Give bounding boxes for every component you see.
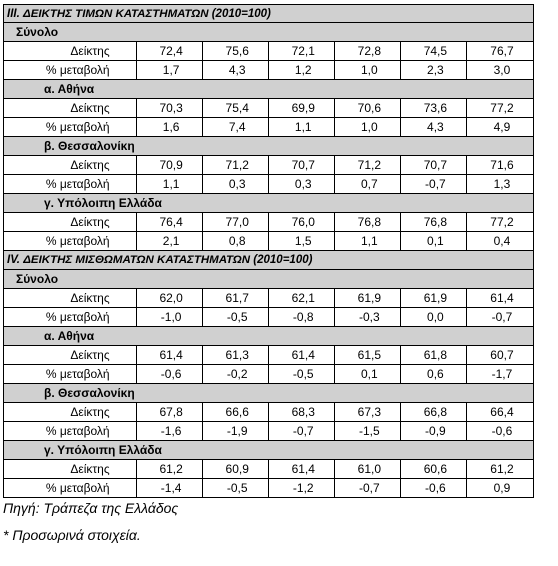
group-header [3, 441, 534, 460]
value-cell: 0,1 [401, 232, 467, 250]
value-cell: 73,6 [401, 99, 467, 117]
group-name: γ. Υπόλοιπη Ελλάδα [44, 443, 162, 457]
table-row [3, 156, 534, 175]
value-cell: -0,8 [269, 308, 335, 326]
value-cell: 75,4 [203, 99, 269, 117]
value-cell: 69,9 [269, 99, 335, 117]
value-cell: 75,6 [203, 42, 269, 60]
group-header [3, 137, 534, 156]
value-cell: 72,8 [335, 42, 401, 60]
value-cell: 1,1 [269, 118, 335, 136]
value-cell: 61,3 [203, 346, 269, 364]
value-cell: -1,7 [491, 367, 513, 381]
group-header [3, 327, 534, 346]
value-cell: 66,4 [490, 405, 514, 419]
group-name: γ. Υπόλοιπη Ελλάδα [44, 196, 162, 210]
group-header [3, 23, 534, 42]
table-row [3, 118, 534, 137]
value-cell: -0,2 [203, 365, 269, 383]
value-cell: 61,7 [203, 289, 269, 307]
value-cell: 72,1 [269, 42, 335, 60]
value-cell: 70,6 [335, 99, 401, 117]
group-header [3, 270, 534, 289]
value-cell: 61,8 [401, 346, 467, 364]
group-name: β. Θεσσαλονίκη [44, 386, 135, 400]
table-row [3, 61, 534, 80]
value-cell: 61,4 [490, 291, 514, 305]
value-cell: 61,2 [490, 462, 514, 476]
value-cell: 76,7 [490, 44, 514, 58]
table-row [3, 289, 534, 308]
value-cell: 70,3 [137, 99, 203, 117]
value-cell: 61,9 [401, 289, 467, 307]
value-cell: 76,8 [401, 213, 467, 231]
table-row [3, 479, 534, 498]
table-row [3, 365, 534, 384]
value-cell: 77,2 [490, 101, 514, 115]
row-label: Δείκτης [4, 156, 137, 174]
value-cell: 77,2 [490, 215, 514, 229]
provisional-note: * Προσωρινά στοιχεία. [3, 527, 141, 543]
value-cell: 61,5 [335, 346, 401, 364]
table-row [3, 42, 534, 61]
row-label: Δείκτης [4, 403, 137, 421]
value-cell: 1,5 [269, 232, 335, 250]
row-label: % μεταβολή [4, 308, 137, 326]
value-cell: 61,0 [335, 460, 401, 478]
value-cell: -1,6 [137, 422, 203, 440]
value-cell: 2,1 [137, 232, 203, 250]
value-cell: 61,4 [137, 346, 203, 364]
value-cell: 0,7 [335, 175, 401, 193]
value-cell: 7,4 [203, 118, 269, 136]
value-cell: -0,7 [335, 479, 401, 497]
value-cell: 70,7 [401, 156, 467, 174]
group-name: Σύνολο [16, 25, 59, 39]
row-label: % μεταβολή [4, 61, 137, 79]
table-row [3, 308, 534, 327]
value-cell: 1,1 [137, 175, 203, 193]
value-cell: 74,5 [401, 42, 467, 60]
value-cell: 1,3 [493, 177, 511, 191]
row-label: Δείκτης [4, 289, 137, 307]
value-cell: -0,7 [269, 422, 335, 440]
value-cell: 77,0 [203, 213, 269, 231]
value-cell: 66,8 [401, 403, 467, 421]
value-cell: 0,0 [401, 308, 467, 326]
value-cell: -0,7 [401, 175, 467, 193]
row-label: % μεταβολή [4, 479, 137, 497]
value-cell: 62,1 [269, 289, 335, 307]
value-cell: -1,5 [335, 422, 401, 440]
row-label: % μεταβολή [4, 175, 137, 193]
value-cell: -0,5 [203, 308, 269, 326]
group-name: Σύνολο [16, 272, 59, 286]
value-cell: 67,3 [335, 403, 401, 421]
table-row [3, 422, 534, 441]
value-cell: 1,6 [137, 118, 203, 136]
value-cell: -1,4 [137, 479, 203, 497]
group-name: α. Αθήνα [44, 329, 95, 343]
row-label: % μεταβολή [4, 232, 137, 250]
row-label: Δείκτης [4, 460, 137, 478]
value-cell: 70,7 [269, 156, 335, 174]
value-cell: 72,4 [137, 42, 203, 60]
value-cell: 0,9 [493, 481, 511, 495]
value-cell: 67,8 [137, 403, 203, 421]
table-row [3, 213, 534, 232]
value-cell: -0,3 [335, 308, 401, 326]
value-cell: 62,0 [137, 289, 203, 307]
value-cell: 1,1 [335, 232, 401, 250]
value-cell: 71,2 [203, 156, 269, 174]
row-label: Δείκτης [4, 42, 137, 60]
value-cell: 70,9 [137, 156, 203, 174]
row-label: % μεταβολή [4, 365, 137, 383]
value-cell: 60,7 [490, 348, 514, 362]
row-label: Δείκτης [4, 213, 137, 231]
row-label: Δείκτης [4, 99, 137, 117]
table-row [3, 403, 534, 422]
value-cell: -0,6 [401, 479, 467, 497]
section-header: IV. ΔΕΙΚΤΗΣ ΜΙΣΘΩΜΑΤΩΝ ΚΑΤΑΣΤΗΜΑΤΩΝ (2010=100) [3, 251, 534, 270]
value-cell: 0,3 [203, 175, 269, 193]
value-cell: 61,2 [137, 460, 203, 478]
value-cell: 60,9 [203, 460, 269, 478]
table-row [3, 346, 534, 365]
group-header [3, 194, 534, 213]
value-cell: 68,3 [269, 403, 335, 421]
footnotes [3, 500, 178, 554]
value-cell: 0,3 [269, 175, 335, 193]
value-cell: 2,3 [401, 61, 467, 79]
value-cell: 76,8 [335, 213, 401, 231]
value-cell: -0,9 [401, 422, 467, 440]
data-table [3, 4, 534, 498]
section-header: III. ΔΕΙΚΤΗΣ ΤΙΜΩΝ ΚΑΤΑΣΤΗΜΑΤΩΝ (2010=100) [3, 4, 534, 23]
value-cell: -0,6 [137, 365, 203, 383]
value-cell: -0,6 [491, 424, 513, 438]
value-cell: -0,5 [269, 365, 335, 383]
value-cell: 71,2 [335, 156, 401, 174]
table-row [3, 232, 534, 251]
table-row [3, 99, 534, 118]
group-header [3, 384, 534, 403]
source-note: Πηγή: Τράπεζα της Ελλάδος [3, 500, 179, 516]
value-cell: 71,6 [490, 158, 514, 172]
value-cell: 61,9 [335, 289, 401, 307]
table-row [3, 460, 534, 479]
value-cell: 3,0 [493, 63, 511, 77]
row-label: % μεταβολή [4, 422, 137, 440]
value-cell: 0,4 [493, 234, 511, 248]
value-cell: 4,3 [203, 61, 269, 79]
value-cell: 1,0 [335, 118, 401, 136]
value-cell: 0,8 [203, 232, 269, 250]
value-cell: 1,2 [269, 61, 335, 79]
value-cell: 0,1 [335, 365, 401, 383]
value-cell: -1,2 [269, 479, 335, 497]
value-cell: -0,7 [491, 310, 513, 324]
value-cell: 1,0 [335, 61, 401, 79]
value-cell: -0,5 [203, 479, 269, 497]
value-cell: -1,0 [137, 308, 203, 326]
value-cell: 61,4 [269, 460, 335, 478]
value-cell: 0,6 [401, 365, 467, 383]
group-name: α. Αθήνα [44, 82, 95, 96]
value-cell: 76,4 [137, 213, 203, 231]
value-cell: 66,6 [203, 403, 269, 421]
value-cell: 76,0 [269, 213, 335, 231]
value-cell: 4,3 [401, 118, 467, 136]
group-header [3, 80, 534, 99]
value-cell: 4,9 [493, 120, 511, 134]
value-cell: 61,4 [269, 346, 335, 364]
row-label: Δείκτης [4, 346, 137, 364]
row-label: % μεταβολή [4, 118, 137, 136]
value-cell: 60,6 [401, 460, 467, 478]
table-row [3, 175, 534, 194]
value-cell: 1,7 [137, 61, 203, 79]
group-name: β. Θεσσαλονίκη [44, 139, 135, 153]
value-cell: -1,9 [203, 422, 269, 440]
